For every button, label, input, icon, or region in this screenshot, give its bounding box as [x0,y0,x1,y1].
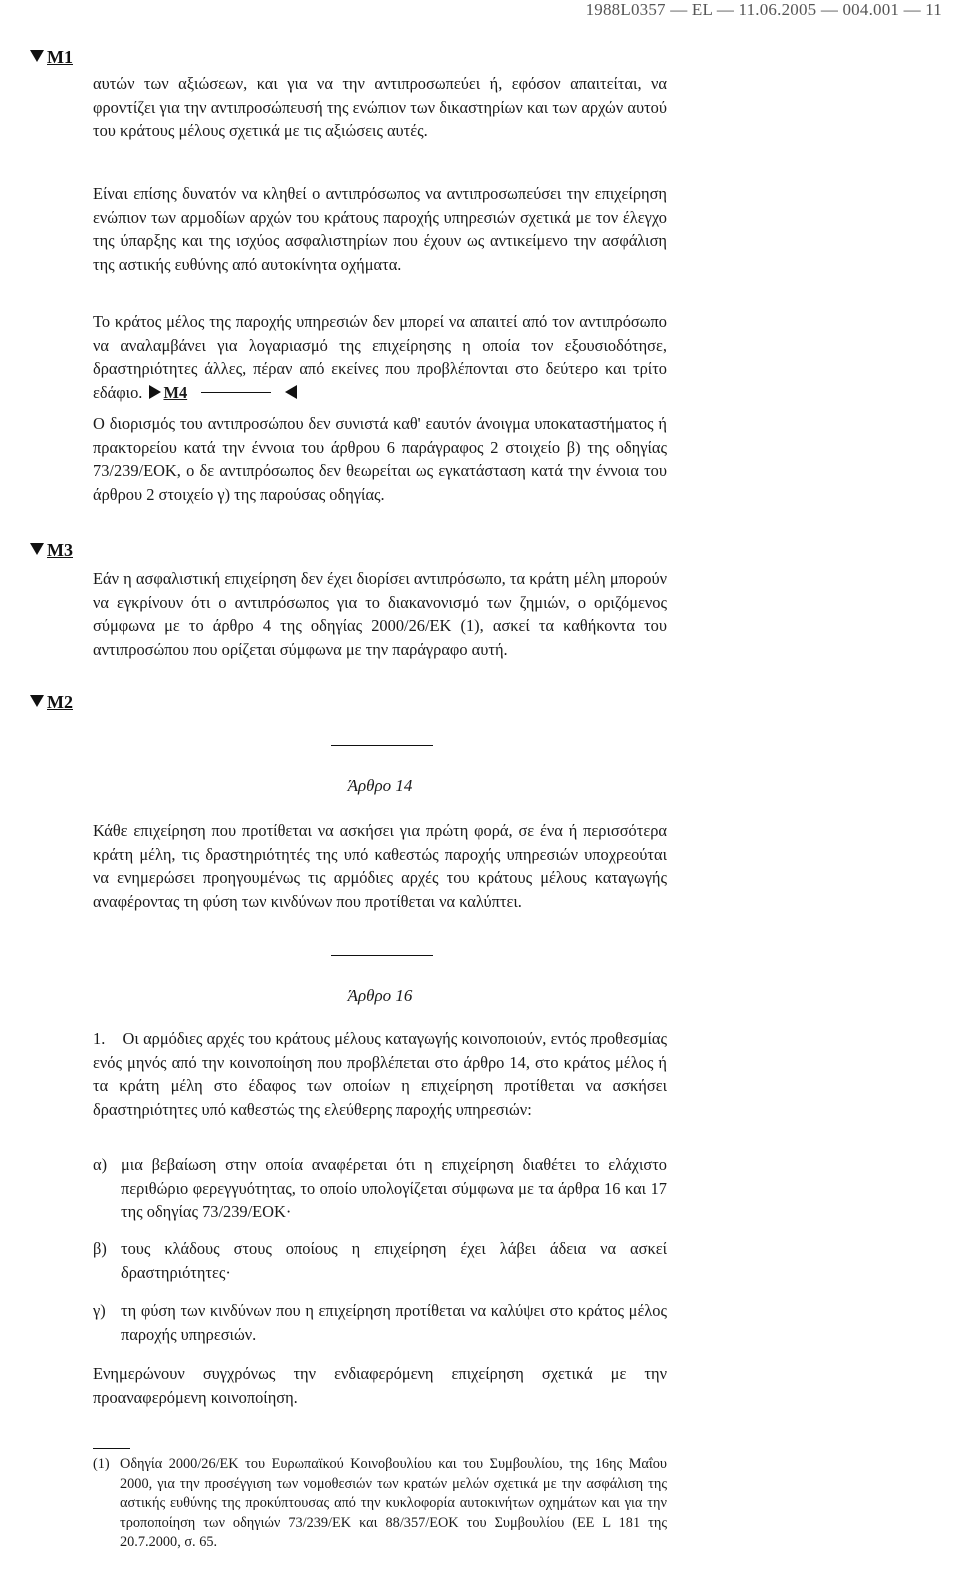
footnote-number: (1) [93,1456,110,1472]
paragraph-number: 1. [93,1029,106,1048]
paragraph-text [93,1027,667,1121]
marker-label[interactable]: M3 [47,540,73,560]
list-item-text: μια βεβαίωση στην οποία αναφέρεται ότι η επιχείρηση διαθέτει το ελάχιστο περιθώριο φερεγγυότητας, το οποίο υπολογίζεται σύμφωνα με τα άρθρα 16 και 17 της οδηγίας 73/239/ΕΟΚ· [121,1155,667,1221]
paragraph-text: Είναι επίσης δυνατόν να κληθεί ο αντιπρόσωπος να αντιπροσωπεύσει την επιχείρηση ενώπιον των αρμοδίων αρχών του κράτους παροχής υπηρεσιών σχετικά με τον έλεγχο της ύπαρξης και της ισχύος ασφαλιστηρίων που έχουν ως αντικείμενο την ασφάλιση της αστικής ευθύνης από αυτοκίνητα οχήματα. [93,184,667,274]
arrow-right-icon [149,385,161,399]
list-item [93,1153,667,1224]
amendment-marker-m2 [30,692,73,713]
amendment-marker-m1 [30,47,73,68]
list-item [93,1237,667,1284]
marker-label[interactable]: M2 [47,692,73,712]
deletion-line [201,392,271,393]
ref-label: M4 [163,382,188,402]
amendment-marker-m3 [30,540,73,561]
article-14-body [93,819,667,913]
paragraph-text: Κάθε επιχείρηση που προτίθεται να ασκήσει για πρώτη φορά, σε ένα ή περισσότερα κράτη μέλη, τις δραστηριότητές της υπό καθεστώς παροχής υπηρεσιών υποχρεούται να ενημερώσει προηγουμένως τις αρμόδιες αρχές του κράτους μέλους καταγωγής αναφέροντας τη φύση των κινδύνων που προτίθεται να καλύπτει. [93,821,667,911]
section-rule [331,745,433,746]
paragraph-text [93,310,667,404]
list-item-label: β) [93,1239,107,1258]
list-item-label: α) [93,1155,108,1174]
paragraph-text [93,567,667,661]
footnote-separator [93,1448,130,1449]
article-14-title: Άρθρο 14 [347,776,413,795]
amendment-ref-m4[interactable] [146,383,187,402]
paragraph-body-cont: , ασκεί τα καθήκοντα του αντιπροσώπου που ορίζεται σύμφωνα με την παράγραφο αυτή. [93,616,667,659]
paragraph-4 [93,412,667,506]
triangle-down-icon [30,695,44,707]
article-16-closing [93,1362,667,1409]
document-header: 1988L0357 — EL — 11.06.2005 — 004.001 — 11 [585,0,942,19]
paragraph-1 [93,72,667,143]
footnote-ref[interactable]: (1) [460,616,480,635]
footnote [93,1455,667,1553]
arrow-left-icon [285,385,297,399]
article-16-paragraph-1 [93,1027,667,1121]
triangle-down-icon [30,50,44,62]
list-item-text: τη φύση των κινδύνων που η επιχείρηση προτίθεται να καλύψει στο κράτος μέλος παροχής υπηρεσιών. [121,1301,667,1344]
marker-label[interactable]: M1 [47,47,73,67]
footnote-text: Οδηγία 2000/26/ΕΚ του Ευρωπαϊκού Κοινοβουλίου και του Συμβουλίου, της 16ης Μαΐου 2000, για την προσέγγιση των νομοθεσιών των κρατών μελών σχετικά με την ασφάλιση της αστικής ευθύνης της προκύπτουσας από την κυκλοφορία αυτοκινήτων οχημάτων και για την τροποποίηση των οδηγιών 73/239/ΕΚ και 88/357/ΕΟΚ του Συμβουλίου (ΕΕ L 181 της 20.7.2000, σ. 65. [120,1456,667,1551]
paragraph-body: Το κράτος μέλος της παροχής υπηρεσιών δεν μπορεί να απαιτεί από τον αντιπρόσωπο να αναλαμβάνει για λογαριασμό της επιχείρησης η οποία τον εξουσιοδότησε, δραστηριότητες άλλες, πέραν από εκείνες που προβλέπονται στο δεύτερο και τρίτο εδάφιο. [93,312,667,402]
paragraph-5 [93,567,667,661]
list-item [93,1299,667,1346]
triangle-down-icon [30,543,44,555]
section-rule [331,955,433,956]
paragraph-body: Οι αρμόδιες αρχές του κράτους μέλους καταγωγής κοινοποιούν, εντός προθεσμίας ενός μηνός από την κοινοποίηση που προβλέπεται στο άρθρο 14, στο κράτος μέλος ή τα κράτη μέλη στο έδαφος των οποίων η επιχείρηση προτίθεται να ασκήσει δραστηριότητες υπό καθεστώς της ελεύθερης παροχής υπηρεσιών: [93,1029,667,1119]
list-item-label: γ) [93,1301,106,1320]
paragraph-2 [93,182,667,276]
article-16-title: Άρθρο 16 [347,986,413,1005]
paragraph-text: Ο διορισμός του αντιπροσώπου δεν συνιστά καθ' εαυτόν άνοιγμα υποκαταστήματος ή πρακτορείου κατά την έννοια του άρθρου 6 παράγραφος 2 στοιχείο β) της οδηγίας 73/239/ΕΟΚ, ο δε αντιπρόσωπος δεν θεωρείται ως εγκατάσταση κατά την έννοια του άρθρου 2 στοιχείο γ) της παρούσας οδηγίας. [93,414,667,504]
paragraph-text: Ενημερώνουν συγχρόνως την ενδιαφερόμενη επιχείρηση σχετικά με την προαναφερόμενη κοινοποίηση. [93,1364,667,1407]
paragraph-3 [93,310,667,404]
list-item-text: τους κλάδους στους οποίους η επιχείρηση έχει λάβει άδεια να ασκεί δραστηριότητες· [121,1239,667,1282]
paragraph-text: αυτών των αξιώσεων, και για να την αντιπροσωπεύει ή, εφόσον απαιτείται, να φροντίζει για την αντιπροσώπευσή της ενώπιον των δικαστηρίων και των αρχών αυτού του κράτους μέλους σχετικά με τις αξιώσεις αυτές. [93,74,667,140]
paragraph-body: Εάν η ασφαλιστική επιχείρηση δεν έχει διορίσει αντιπρόσωπο, τα κράτη μέλη μπορούν να εγκρίνουν ότι ο αντιπρόσωπος για το διακανονισμό των ζημιών, ο οριζόμενος σύμφωνα με το άρθρο 4 της οδηγίας 2000/26/ΕΚ [93,569,667,635]
